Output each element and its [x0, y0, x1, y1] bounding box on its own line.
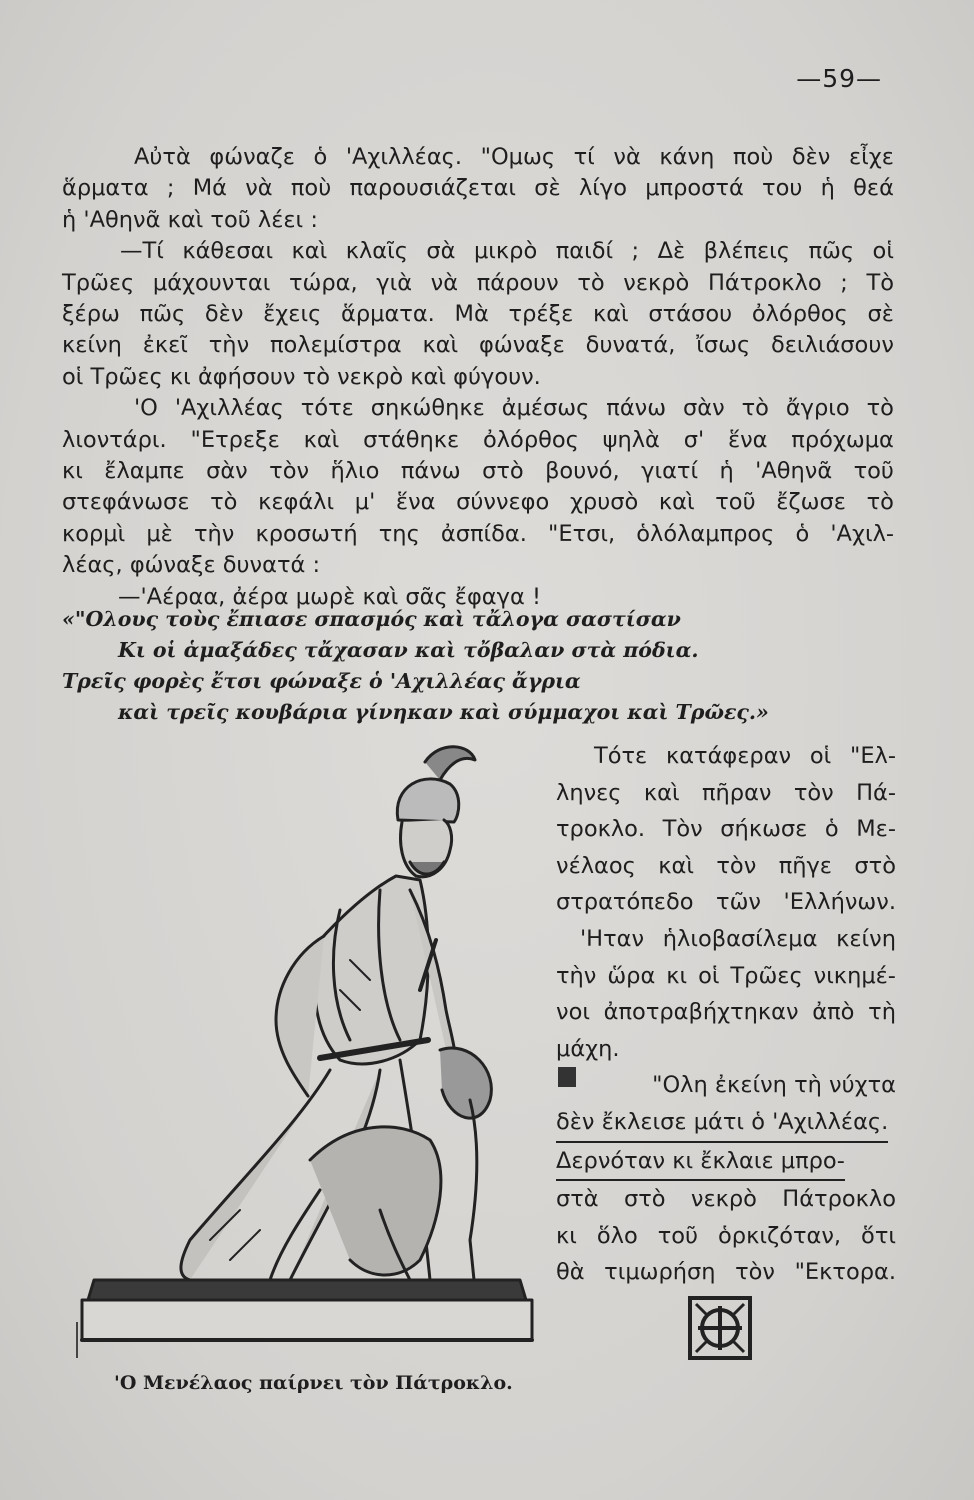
underlined-text: δὲν ἔκλεισε μάτι ὁ 'Αχιλλέας.: [556, 1104, 888, 1143]
underlined-text: Δερνόταν κι ἔκλαιε μπρο-: [556, 1143, 845, 1182]
side-line: θὰ τιμωρήση τὸν "Εκτορα.: [556, 1259, 896, 1286]
prose-line: ξέρω πῶς δὲν ἔχεις ἅρματα. Μὰ τρέξε καὶ στάσου ὀλόρθος σὲ: [62, 301, 894, 328]
side-line: Τότε κατάφεραν οἱ "Ελ-: [594, 743, 896, 769]
poem-line: Κι οἱ ἁμαξάδες τἄχασαν καὶ τὄβαλαν στὰ πόδια.: [118, 638, 699, 662]
prose-line: 'Ο 'Αχιλλέας τότε σηκώθηκε ἀμέσως πάνω σὰν τὸ ἄγριο τὸ: [134, 395, 894, 422]
side-line: στρατόπεδο τῶν 'Ελλήνων.: [556, 889, 896, 916]
prose-line: κείνη ἐκεῖ τὴν πολεμίστρα καὶ φώναξε δυνατά, ἴσως δειλιάσουν: [62, 332, 894, 359]
side-line: τροκλο. Τὸν σήκωσε ὁ Με-: [556, 816, 896, 843]
side-line: τὴν ὥρα κι οἱ Τρῶες νικημέ-: [556, 962, 896, 989]
poem-line: Τρεῖς φορὲς ἔτσι φώναξε ὁ 'Αχιλλέας ἄγρια: [62, 669, 581, 693]
prose-line: Τρῶες μάχουνται τώρα, γιὰ νὰ πάρουν τὸ νεκρὸ Πάτροκλο ; Τὸ: [62, 269, 894, 296]
side-line: [556, 1067, 896, 1104]
prose-line: Αὐτὰ φώναζε ὁ 'Αχιλλέας. "Ομως τί νὰ κάνη ποὺ δὲν εἶχε: [134, 144, 894, 170]
prose-line: ἅρματα ; Μά νὰ ποὺ παρουσιάζεται σὲ λίγο μπροστά του ἡ θεά: [62, 175, 894, 202]
prose-line: στεφάνωσε τὸ κεφάλι μ' ἕνα σύννεφο χρυσὸ καὶ τοῦ ἔζωσε τὸ: [62, 489, 894, 516]
side-line: κι ὅλο τοῦ ὁρκιζόταν, ὅτι: [556, 1222, 896, 1249]
poem-line: καὶ τρεῖς κουβάρια γίνηκαν καὶ σύμμαχοι καὶ Τρῶες.»: [118, 700, 769, 724]
side-line: [556, 1104, 896, 1143]
prose-line: ἡ 'Αθηνᾶ καὶ τοῦ λέει :: [62, 206, 318, 233]
side-line: νέλαος καὶ τὸν πῆγε στὸ: [556, 852, 896, 879]
prose-line: οἱ Τρῶες κι ἀφήσουν τὸ νεκρὸ καὶ φύγουν.: [62, 363, 541, 390]
side-line: στὰ στὸ νεκρὸ Πάτροκλο: [556, 1186, 896, 1213]
prose-line: —'Αέραα, ἀέρα μωρὲ καὶ σᾶς ἔφαγα !: [118, 583, 541, 610]
page-number: —59—: [796, 64, 882, 93]
side-line: 'Ηταν ἡλιοβασίλεμα κείνη: [580, 925, 896, 952]
side-line: νοι ἀποτραβήχτηκαν ἀπὸ τὴ: [556, 999, 896, 1026]
prose-block: [62, 142, 894, 613]
side-line-text: "Ολη ἐκείνη τὴ νύχτα: [652, 1072, 896, 1099]
poem-line: «"Ολους τοὺς ἔπιασε σπασμός καὶ τἄλογα σαστίσαν: [62, 607, 681, 631]
ink-blot-icon: [558, 1067, 576, 1087]
base-edge-mark: [76, 1322, 78, 1358]
side-line: [556, 1143, 896, 1182]
prose-line: κορμὶ μὲ τὴν κροσωτή της ἀσπίδα. "Ετσι, ὁλόλαμπρος ὁ 'Αχιλ-: [62, 520, 894, 547]
figure-caption: 'Ο Μενέλαος παίρνει τὸν Πάτροκλο.: [114, 1372, 513, 1394]
prose-line: λιοντάρι. "Ετρεξε καὶ στάθηκε ὀλόρθος ψηλὰ σ' ἕνα πρόχωμα: [62, 426, 894, 453]
statue-illustration: [80, 740, 534, 1360]
side-line: ληνες καὶ πῆραν τὸν Πά-: [556, 779, 896, 806]
side-line: μάχη.: [556, 1035, 620, 1062]
side-column: [556, 738, 896, 1291]
prose-line: κι ἔλαμπε σὰν τὸν ἥλιο πάνω στὸ βουνό, γιατί ἡ 'Αθηνᾶ τοῦ: [62, 458, 894, 485]
ornament-icon: [688, 1296, 752, 1360]
poem-block: [62, 604, 822, 728]
prose-line: λέας, φώναξε δυνατά :: [62, 552, 321, 579]
prose-line: —Τί κάθεσαι καὶ κλαῖς σὰ μικρὸ παιδί ; Δὲ βλέπεις πῶς οἱ: [120, 238, 894, 265]
